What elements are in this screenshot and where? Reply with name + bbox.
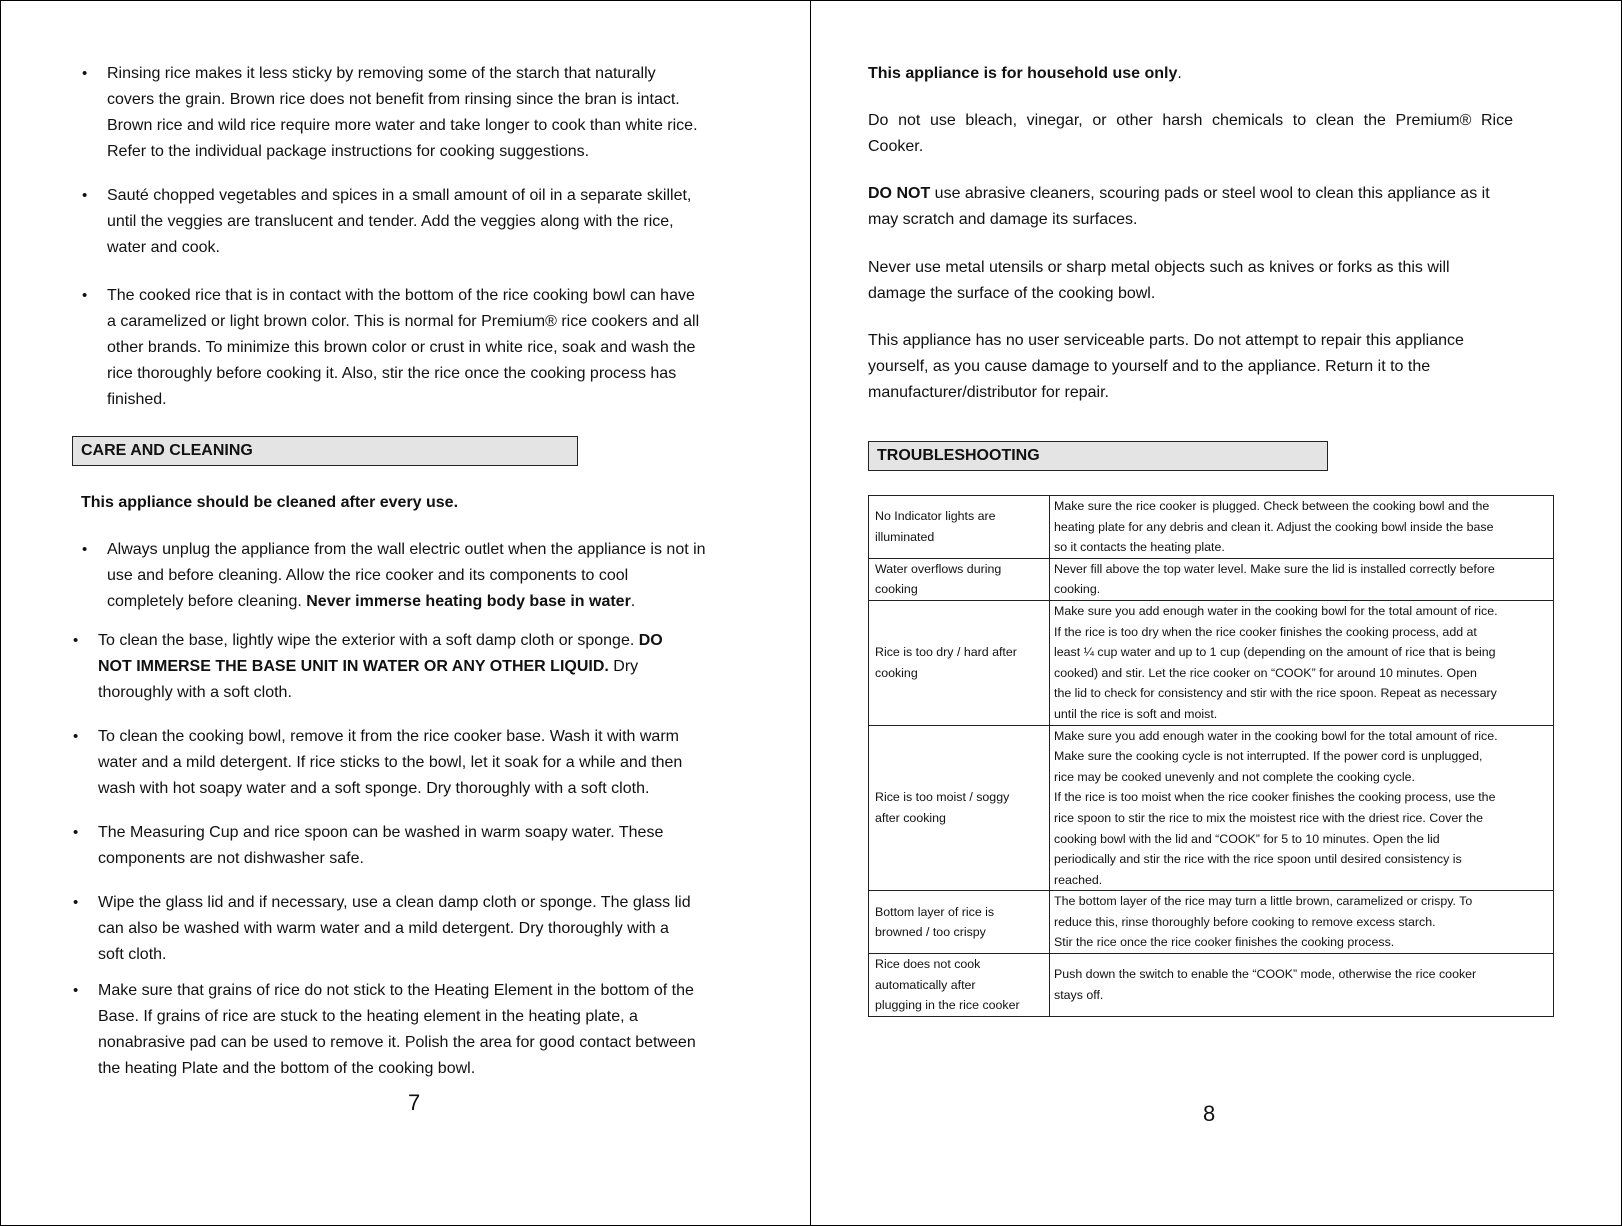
solution-text: until the rice is soft and moist. xyxy=(1054,706,1218,721)
solution-text: Make sure the rice cooker is plugged. Check between the cooking bowl and the xyxy=(1054,499,1490,513)
text-line: manufacturer/distributor for repair. xyxy=(868,384,1109,401)
problem-cell xyxy=(869,891,1050,954)
base-bullet xyxy=(73,628,663,706)
problem-text: plugging in the rice cooker xyxy=(875,998,1020,1013)
rinse-bullet xyxy=(82,61,698,165)
solution-text: cooked) and stir. Let the rice cooker on “COOK” for around 10 minutes. Open xyxy=(1054,665,1477,680)
text-line: components are not dishwasher safe. xyxy=(98,850,364,867)
text-line: Brown rice and wild rice require more water and take longer to cook than white rice. xyxy=(107,117,698,134)
text-line: may scratch and damage its surfaces. xyxy=(868,211,1138,228)
problem-cell xyxy=(869,600,1050,725)
solution-text: Make sure you add enough water in the cooking bowl for the total amount of rice. xyxy=(1054,728,1498,743)
cup-bullet xyxy=(73,820,663,872)
solution-text: Stir the rice once the rice cooker finishes the cooking process. xyxy=(1054,935,1395,950)
bullet-icon: • xyxy=(82,65,88,82)
solution-text: the lid to check for consistency and stir with the rice spoon. Repeat as necessary xyxy=(1054,686,1497,701)
text-line: Wipe the glass lid and if necessary, use a clean damp cloth or sponge. The glass lid xyxy=(98,894,691,911)
warning-text: Never immerse heating body base in water xyxy=(306,593,631,610)
utensils-paragraph xyxy=(868,255,1450,307)
text-line: This appliance has no user serviceable parts. Do not attempt to repair this appliance xyxy=(868,332,1464,349)
solution-cell xyxy=(1050,725,1554,891)
solution-text: If the rice is too dry when the rice cooker finishes the cooking process, add at xyxy=(1054,624,1477,639)
page-number: 8 xyxy=(1203,1101,1216,1126)
text-run: Dry xyxy=(608,658,639,675)
text-run: . xyxy=(630,593,636,610)
bullet-icon: • xyxy=(82,541,88,558)
table-row xyxy=(869,954,1554,1017)
table-row xyxy=(869,725,1554,891)
table-row xyxy=(869,496,1554,559)
problem-text: No Indicator lights are xyxy=(875,509,996,524)
solution-text: rice spoon to stir the rice to mix the moistest rice with the driest rice. Cover the xyxy=(1054,810,1484,825)
solution-text: rice may be cooked unevenly and not complete the cooking cycle. xyxy=(1054,769,1415,784)
solution-cell xyxy=(1050,600,1554,725)
solution-text: cooking bowl with the lid and “COOK” for 5 to 10 minutes. Open the lid xyxy=(1054,831,1440,846)
repair-paragraph xyxy=(868,328,1464,406)
text-run: . xyxy=(1177,65,1182,82)
bowl-bullet xyxy=(73,724,682,802)
text-line: Make sure that grains of rice do not stick to the Heating Element in the bottom of the xyxy=(98,982,694,999)
table-row xyxy=(869,891,1554,954)
text-line: Do not use bleach, vinegar, or other harsh chemicals to clean the Premium® Rice xyxy=(868,112,1514,129)
bullet-icon: • xyxy=(73,824,79,841)
notice-bold: This appliance is for household use only xyxy=(868,65,1178,82)
solution-cell xyxy=(1050,558,1554,600)
household-notice xyxy=(868,61,1182,87)
bullet-icon: • xyxy=(82,187,88,204)
bullet-icon: • xyxy=(73,894,79,911)
problem-text: Water overflows during xyxy=(875,561,1002,576)
saute-bullet xyxy=(82,183,691,261)
problem-text: Rice is too dry / hard after xyxy=(875,645,1017,660)
warning-text: DO NOT xyxy=(868,185,931,202)
text-line: damage the surface of the cooking bowl. xyxy=(868,285,1156,302)
lid-bullet xyxy=(73,890,691,968)
solution-text: periodically and stir the rice with the rice spoon until desired consistency is xyxy=(1054,852,1462,867)
solution-text: Make sure the cooking cycle is not interrupted. If the power cord is unplugged, xyxy=(1054,749,1483,764)
text-line: other brands. To minimize this brown color or crust in white rice, soak and wash the xyxy=(107,339,696,356)
care-heading: CARE AND CLEANING xyxy=(72,436,578,466)
solution-text: reduce this, rinse thoroughly before cooking to remove excess starch. xyxy=(1054,914,1436,929)
bullet-icon: • xyxy=(82,287,88,304)
problem-cell xyxy=(869,954,1050,1017)
troubleshooting-table xyxy=(868,495,1554,1017)
text-line: Base. If grains of rice are stuck to the heating element in the heating plate, a xyxy=(98,1008,638,1025)
solution-cell xyxy=(1050,954,1554,1017)
solution-text: so it contacts the heating plate. xyxy=(1054,540,1225,555)
solution-text: stays off. xyxy=(1054,987,1104,1002)
problem-text: Rice is too moist / soggy xyxy=(875,790,1010,805)
text-line: a caramelized or light brown color. This is normal for Premium® rice cookers and all xyxy=(107,313,700,330)
problem-cell xyxy=(869,558,1050,600)
text-line: can also be washed with warm water and a mild detergent. Dry thoroughly with a xyxy=(98,920,669,937)
text-line: Cooker. xyxy=(868,138,924,155)
table-row xyxy=(869,558,1554,600)
problem-text: illuminated xyxy=(875,529,935,544)
text-line: finished. xyxy=(107,391,167,408)
text-line: water and a mild detergent. If rice sticks to the bowl, let it soak for a while and then xyxy=(98,754,683,771)
text-line: use and before cleaning. Allow the rice cooker and its components to cool xyxy=(107,567,629,584)
text-line: Refer to the individual package instructions for cooking suggestions. xyxy=(107,143,590,160)
solution-text: If the rice is too moist when the rice cooker finishes the cooking process, use the xyxy=(1054,790,1496,805)
solution-cell xyxy=(1050,891,1554,954)
text-line: Sauté chopped vegetables and spices in a small amount of oil in a separate skillet, xyxy=(107,187,692,204)
solution-text: Never fill above the top water level. Make sure the lid is installed correctly before xyxy=(1054,561,1495,576)
care-subtitle: This appliance should be cleaned after every use. xyxy=(81,494,459,511)
unplug-bullet xyxy=(82,537,706,615)
text-line: The Measuring Cup and rice spoon can be washed in warm soapy water. These xyxy=(98,824,664,841)
solution-text: reached. xyxy=(1054,872,1103,887)
text-line xyxy=(98,628,663,654)
text-run: To clean the base, lightly wipe the exterior with a soft damp cloth or sponge. xyxy=(98,632,639,649)
solution-text: The bottom layer of the rice may turn a little brown, caramelized or crispy. To xyxy=(1054,894,1473,909)
page-number: 7 xyxy=(408,1090,421,1115)
problem-cell xyxy=(869,725,1050,891)
text-line xyxy=(868,181,1490,207)
table-row xyxy=(869,600,1554,725)
text-line: Never use metal utensils or sharp metal objects such as knives or forks as this will xyxy=(868,259,1450,276)
text-line: nonabrasive pad can be used to remove it. Polish the area for good contact between xyxy=(98,1034,696,1051)
bullet-icon: • xyxy=(73,632,79,649)
text-line: the heating Plate and the bottom of the cooking bowl. xyxy=(98,1060,476,1077)
solution-cell xyxy=(1050,496,1554,559)
warning-text: NOT IMMERSE THE BASE UNIT IN WATER OR ANY OTHER LIQUID. xyxy=(98,658,609,675)
text-line: soft cloth. xyxy=(98,946,167,963)
text-line: The cooked rice that is in contact with the bottom of the rice cooking bowl can have xyxy=(107,287,695,304)
problem-text: Bottom layer of rice is xyxy=(875,904,995,919)
heating-element-bullet xyxy=(73,978,696,1082)
problem-cell xyxy=(869,496,1050,559)
warning-text: DO xyxy=(638,632,663,649)
problem-text: automatically after xyxy=(875,977,976,992)
problem-text: Rice does not cook xyxy=(875,957,981,972)
text-line: water and cook. xyxy=(107,239,220,256)
solution-text: heating plate for any debris and clean it. Adjust the cooking bowl inside the base xyxy=(1054,519,1494,534)
text-line xyxy=(98,654,663,680)
text-line: wash with hot soapy water and a soft sponge. Dry thoroughly with a soft cloth. xyxy=(98,780,650,797)
text-line: To clean the cooking bowl, remove it from the rice cooker base. Wash it with warm xyxy=(98,728,679,745)
bleach-paragraph xyxy=(868,108,1513,160)
text-line: thoroughly with a soft cloth. xyxy=(98,684,292,701)
text-line: Rinsing rice makes it less sticky by removing some of the starch that naturally xyxy=(107,65,656,82)
text-line: covers the grain. Brown rice does not benefit from rinsing since the bran is intact. xyxy=(107,91,680,108)
cooked-rice-bullet xyxy=(82,283,699,413)
text-run: completely before cleaning. xyxy=(107,593,307,610)
problem-text: browned / too crispy xyxy=(875,925,986,940)
troubleshooting-heading: TROUBLESHOOTING xyxy=(868,441,1328,471)
text-line: Always unplug the appliance from the wall electric outlet when the appliance is not in xyxy=(107,541,706,558)
page-divider xyxy=(810,0,811,1226)
bullet-icon: • xyxy=(73,982,79,999)
problem-text: cooking xyxy=(875,582,918,597)
text-line: rice thoroughly before cooking it. Also, stir the rice once the cooking process has xyxy=(107,365,677,382)
solution-text: cooking. xyxy=(1054,582,1101,597)
abrasive-paragraph xyxy=(868,181,1490,233)
bullet-icon: • xyxy=(73,728,79,745)
text-line: until the veggies are translucent and tender. Add the veggies along with the rice, xyxy=(107,213,674,230)
problem-text: after cooking xyxy=(875,810,946,825)
solution-text: Push down the switch to enable the “COOK” mode, otherwise the rice cooker xyxy=(1054,967,1477,982)
solution-text: least ¼ cup water and up to 1 cup (depending on the amount of rice that is being xyxy=(1054,645,1496,660)
solution-text: Make sure you add enough water in the cooking bowl for the total amount of rice. xyxy=(1054,603,1498,618)
text-run: use abrasive cleaners, scouring pads or steel wool to clean this appliance as it xyxy=(930,185,1490,202)
text-line: yourself, as you cause damage to yourself and to the appliance. Return it to the xyxy=(868,358,1431,375)
text-line xyxy=(107,589,706,615)
problem-text: cooking xyxy=(875,665,918,680)
